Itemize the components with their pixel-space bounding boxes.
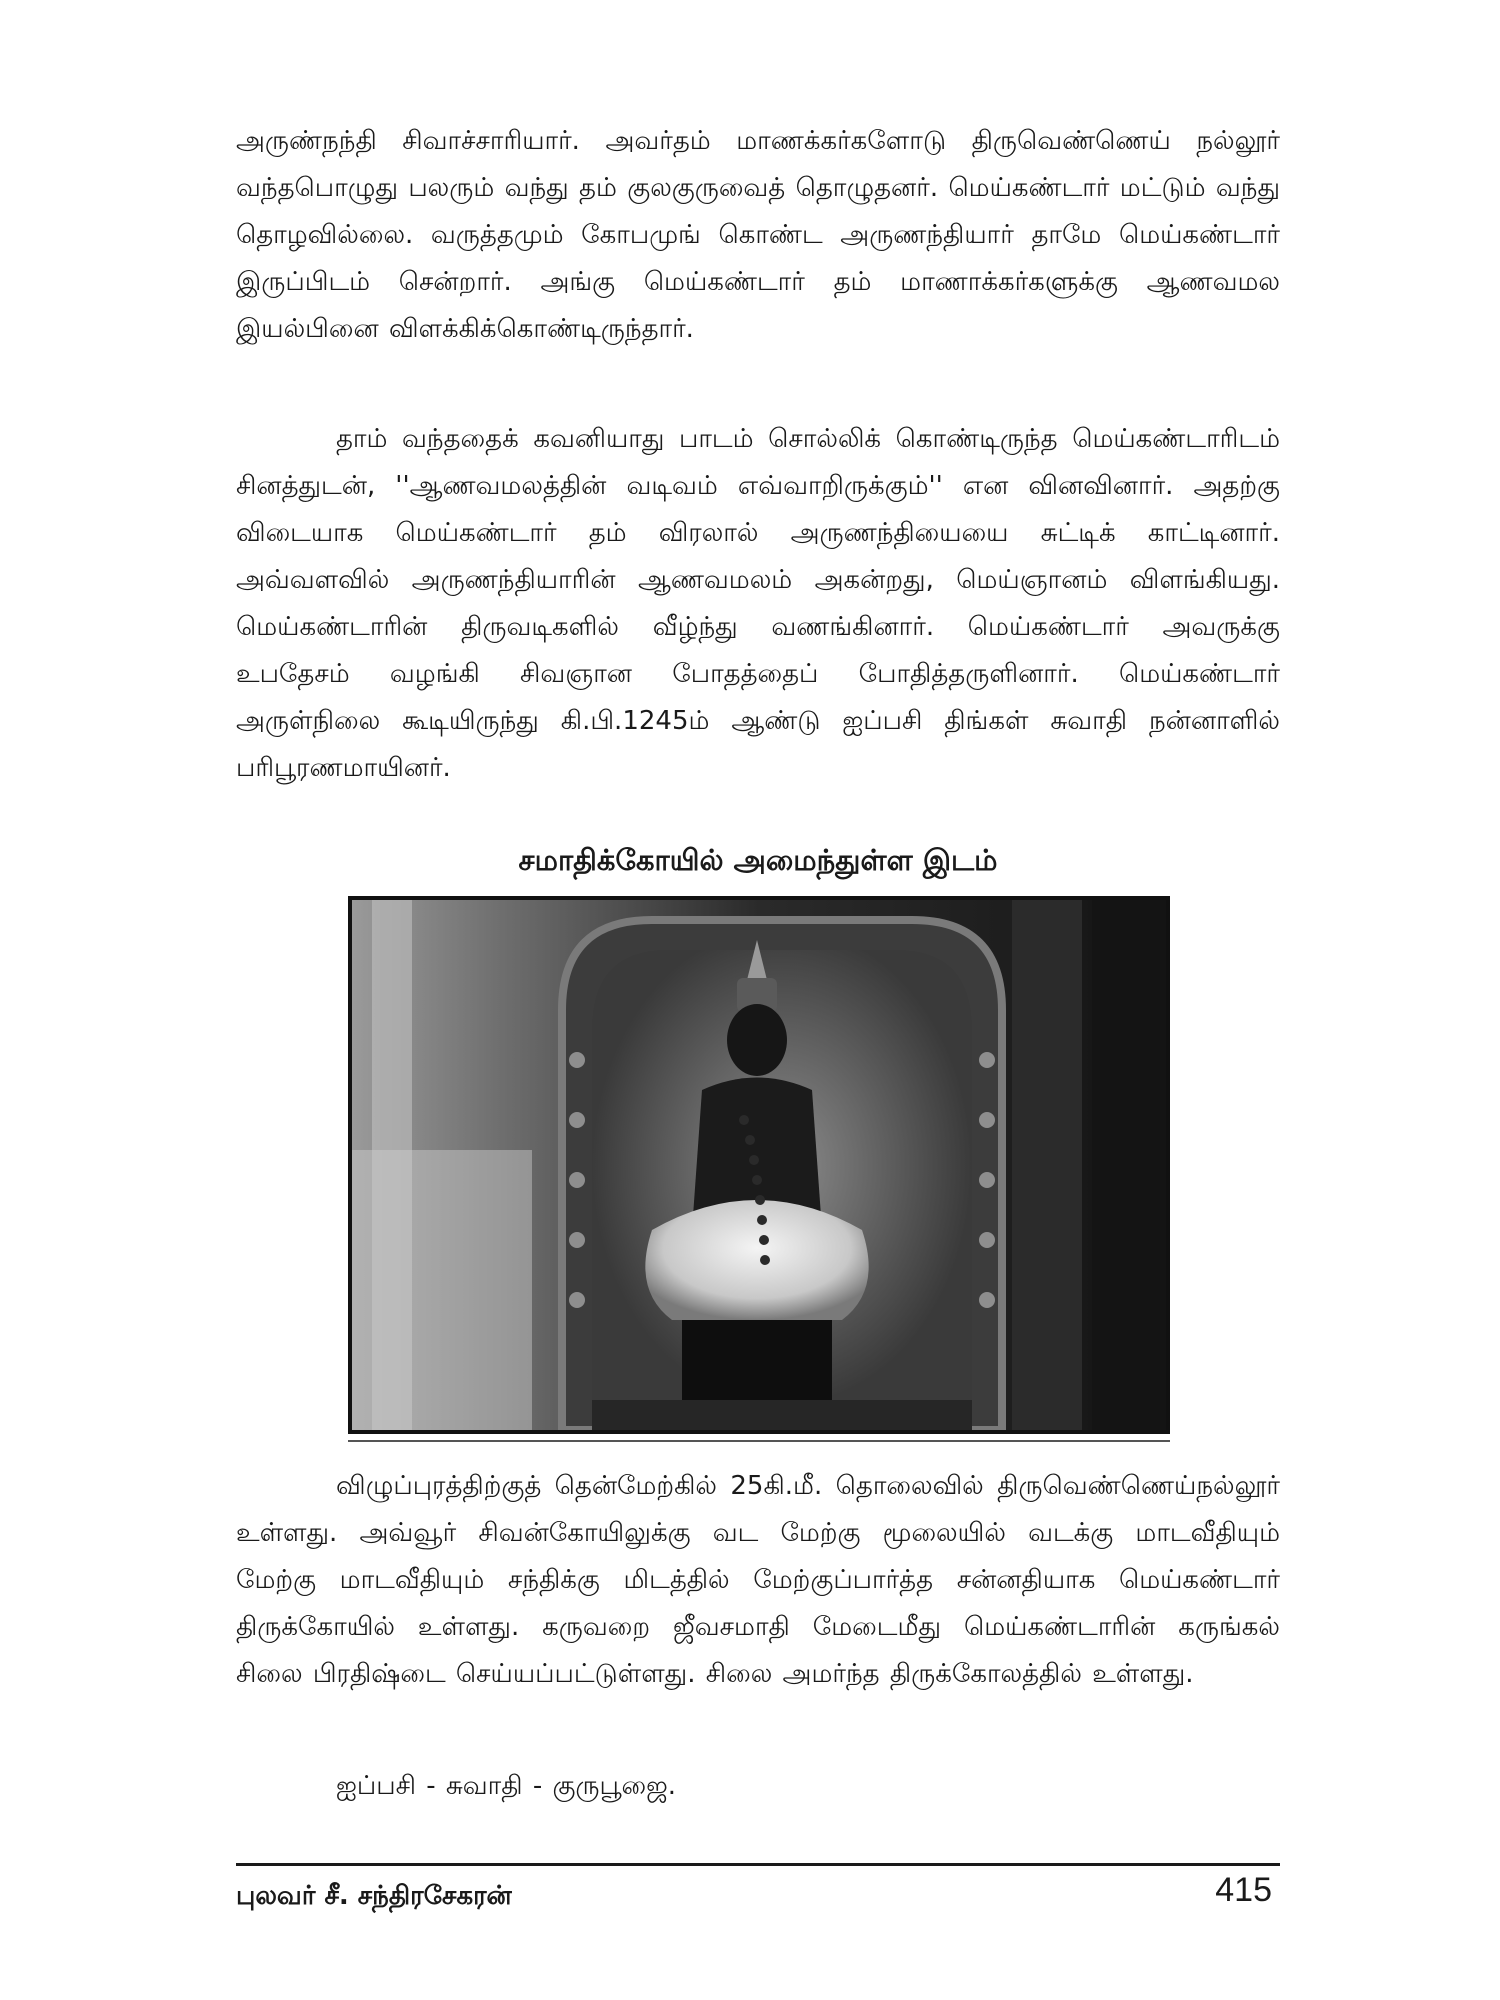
footer-author: புலவர் சீ. சந்திரசேகரன் bbox=[236, 1881, 512, 1911]
paragraph-2: தாம் வந்ததைக் கவனியாது பாடம் சொல்லிக் கொண்டிருந்த மெய்கண்டாரிடம் சினத்துடன், ''ஆணவமலத்தின் வடிவம் எவ்வாறிருக்கும்'' என வினவினார். அதற்கு விடையாக மெய்கண்டார் தம் விரலால் அருணந்தியையை சுட்டிக் காட்டினார். அவ்வளவில் அருணந்தியாரின் ஆணவமலம் அகன்றது, மெய்ஞானம் விளங்கியது. மெய்கண்டாரின் திருவடிகளில் வீழ்ந்து வணங்கினார். மெய்கண்டார் அவருக்கு உபதேசம் வழங்கி சிவஞான போதத்தைப் போதித்தருளினார். மெய்கண்டார் அருள்நிலை கூடியிருந்து கி.பி.1245ம் ஆண்டு ஐப்பசி திங்கள் சுவாதி நன்னாளில் பரிபூரணமாயினர். bbox=[236, 424, 1280, 783]
paragraph-3: விழுப்புரத்திற்குத் தென்மேற்கில் 25கி.மீ. தொலைவில் திருவெண்ணெய்நல்லூர் உள்ளது. அவ்வூர் சிவன்கோயிலுக்கு வட மேற்கு மூலையில் வடக்கு மாடவீதியும் மேற்கு மாடவீதியும் சந்திக்கு மிடத்தில் மேற்குப்பார்த்த சன்னதியாக மெய்கண்டார் திருக்கோயில் உள்ளது. கருவறை ஜீவசமாதி மேடைமீது மெய்கண்டாரின் கருங்கல் சிலை பிரதிஷ்டை செய்யப்பட்டுள்ளது. சிலை அமர்ந்த திருக்கோலத்தில் உள்ளது. bbox=[236, 1471, 1280, 1689]
shrine-photo bbox=[348, 896, 1170, 1434]
book-page bbox=[236, 118, 1280, 1918]
footer-divider bbox=[236, 1863, 1280, 1866]
photo-underline bbox=[348, 1440, 1170, 1442]
paragraph-1: அருண்நந்தி சிவாச்சாரியார். அவர்தம் மாணக்கர்களோடு திருவெண்ணெய் நல்லூர் வந்தபொழுது பலரும் வந்து தம் குலகுருவைத் தொழுதனர். மெய்கண்டார் மட்டும் வந்து தொழவில்லை. வருத்தமும் கோபமுங் கொண்ட அருணந்தியார் தாமே மெய்கண்டார் இருப்பிடம் சென்றார். அங்கு மெய்கண்டார் தம் மாணாக்கர்களுக்கு ஆணவமல இயல்பினை விளக்கிக்கொண்டிருந்தார். bbox=[236, 126, 1280, 344]
paragraph-4: ஐப்பசி - சுவாதி - குருபூஜை. bbox=[336, 1771, 677, 1801]
photo-caption: சமாதிக்கோயில் அமைந்துள்ள இடம் bbox=[518, 843, 998, 877]
page-number: 415 bbox=[1215, 1871, 1272, 1909]
